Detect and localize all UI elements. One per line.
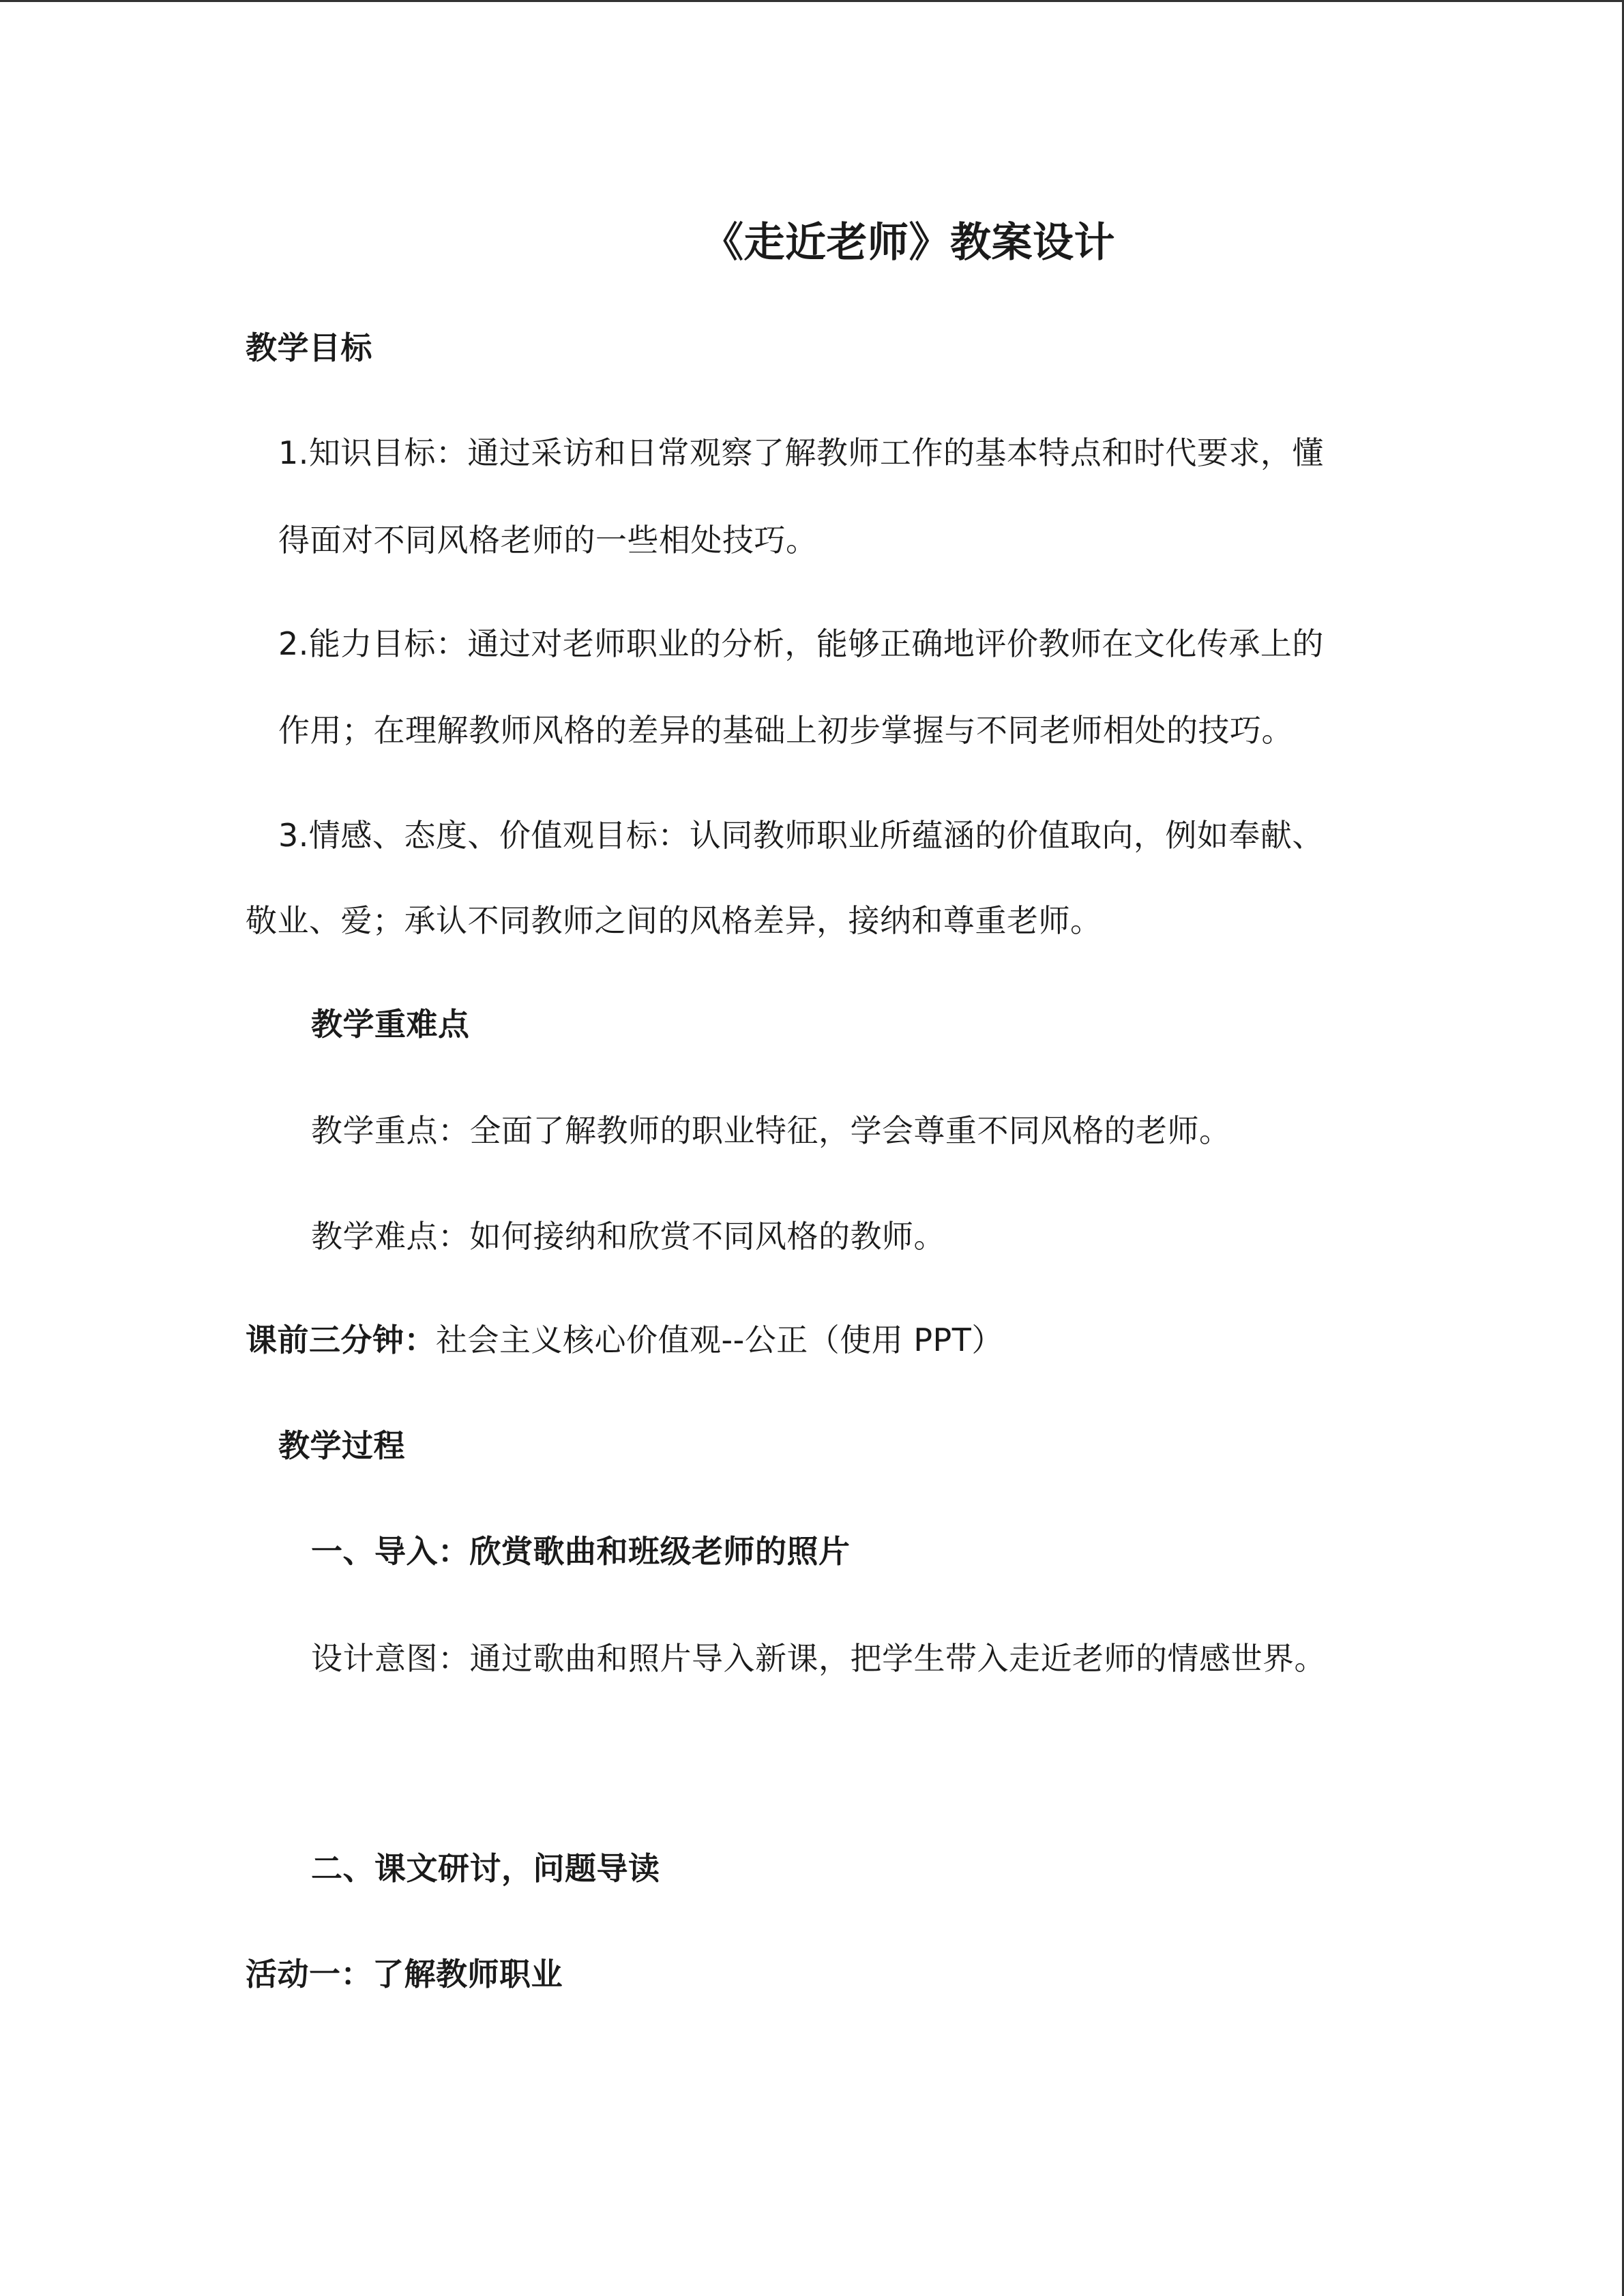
section-heading-objectives: 教学目标 [246,329,372,366]
objective-3-line-2: 敬业、爱；承认不同教师之间的风格差异，接纳和尊重老师。 [246,902,1102,939]
pre-class-line [246,1320,1003,1360]
page-top-border [0,0,1624,2]
objective-3-line-1: 3.情感、态度、价值观目标：认同教师职业所蕴涵的价值取向，例如奉献、 [278,817,1324,854]
objective-2-line-2: 作用；在理解教师风格的差异的基础上初步掌握与不同老师相处的技巧。 [278,712,1293,749]
section-heading-key-points: 教学重难点 [311,1006,470,1043]
pre-class-text: 社会主义核心价值观--公正（使用 PPT） [436,1322,1003,1358]
document-title: 《走近老师》教案设计 [703,219,1115,267]
pre-class-label: 课前三分钟： [246,1322,436,1358]
objective-2-line-1: 2.能力目标：通过对老师职业的分析，能够正确地评价教师在文化传承上的 [278,625,1324,662]
step-2-heading: 二、课文研讨，问题导读 [311,1850,660,1887]
difficult-point-text: 教学难点：如何接纳和欣赏不同风格的教师。 [311,1218,945,1255]
objective-1-line-2: 得面对不同风格老师的一些相处技巧。 [278,522,818,558]
step-1-heading: 一、导入：欣赏歌曲和班级老师的照片 [311,1533,851,1570]
step-1-intent: 设计意图：通过歌曲和照片导入新课，把学生带入走近老师的情感世界。 [311,1640,1326,1677]
activity-1-heading: 活动一：了解教师职业 [246,1956,563,1993]
key-point-text: 教学重点：全面了解教师的职业特征，学会尊重不同风格的老师。 [311,1112,1231,1149]
section-heading-process: 教学过程 [278,1427,405,1464]
objective-1-line-1: 1.知识目标：通过采访和日常观察了解教师工作的基本特点和时代要求，懂 [278,434,1324,471]
